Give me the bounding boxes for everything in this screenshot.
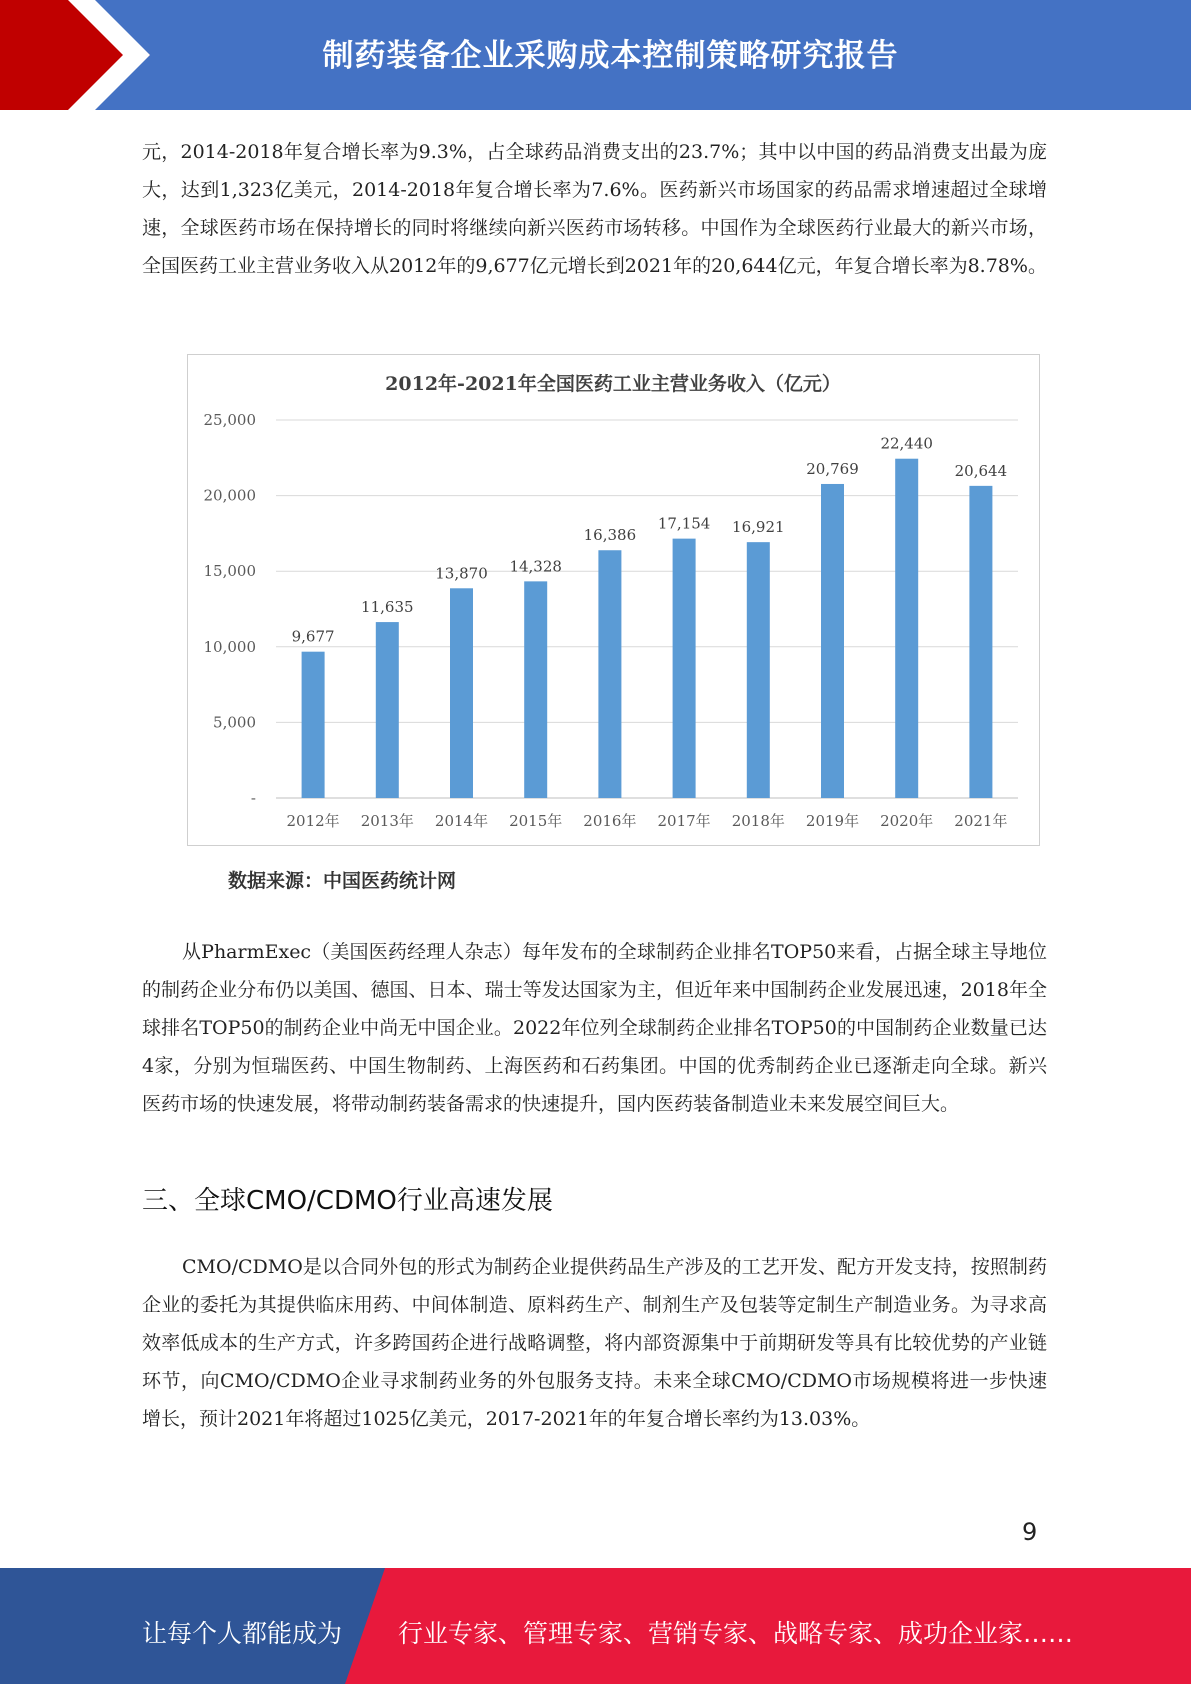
footer-slogan-left: 让每个人都能成为 (142, 1619, 343, 1648)
bar-value-label: 11,635 (361, 598, 414, 617)
bar-2018年 (747, 542, 770, 798)
bar-2021年 (969, 486, 992, 798)
x-tick-label: 2021年 (954, 812, 1008, 830)
body-paragraph-3: CMO/CDMO是以合同外包的形式为制药企业提供药品生产涉及的工艺开发、配方开发支持，按照制药企业的委托为其提供临床用药、中间体制造、原料药生产、制剂生产及包装等定制生产制造业务。为寻求高效率低成本的生产方式，许多跨国药企进行战略调整，将内部资源集中于前期研发等具有比较优势的产业链环节，向CMO/CDMO企业寻求制药业务的外包服务支持。未来全球CMO/CDMO市场规模将进一步快速增长，预计2021年将超过1025亿美元，2017-2021年的年复合增长率约为13.03%。 (142, 1256, 1047, 1430)
bar-2012年 (302, 652, 325, 798)
x-tick-label: 2015年 (509, 812, 563, 830)
report-title: 制药装备企业采购成本控制策略研究报告 (322, 38, 899, 74)
y-tick-label: - (250, 789, 256, 807)
revenue-chart (187, 354, 1040, 846)
x-tick-label: 2020年 (880, 812, 934, 830)
x-tick-label: 2019年 (805, 812, 860, 830)
bar-2014年 (450, 588, 473, 798)
x-tick-label: 2016年 (583, 812, 637, 830)
bar-value-label: 14,328 (509, 557, 562, 576)
bar-2017年 (673, 539, 696, 798)
body-paragraph-1: 元，2014-2018年复合增长率为9.3%，占全球药品消费支出的23.7%；其中以中国的药品消费支出最为庞大，达到1,323亿美元，2014-2018年复合增长率为7.6%。医药新兴市场国家的药品需求增速超过全球增速，全球医药市场在保持增长的同时将继续向新兴医药市场转移。中国作为全球医药行业最大的新兴市场，全国医药工业主营业务收入从2012年的9,677亿元增长到2021年的20,644亿元，年复合增长率为8.78%。 (142, 141, 1047, 277)
y-tick-label: 10,000 (203, 637, 256, 656)
chart-canvas (188, 355, 1039, 845)
bar-value-label: 13,870 (435, 564, 488, 583)
bar-value-label: 20,644 (954, 461, 1008, 480)
chart-source-note: 数据来源：中国医药统计网 (228, 870, 457, 892)
y-tick-label: 5,000 (213, 713, 256, 732)
chart-title: 2012年-2021年全国医药工业主营业务收入（亿元） (385, 373, 841, 395)
bar-value-label: 20,769 (806, 459, 859, 478)
header-band (0, 0, 1191, 110)
y-tick-label: 25,000 (203, 411, 256, 429)
section-heading: 三、全球CMO/CDMO行业高速发展 (142, 1186, 553, 1216)
bar-value-label: 17,154 (657, 514, 711, 533)
bar-value-label: 16,921 (732, 518, 785, 537)
page-number: 9 (1022, 1518, 1038, 1546)
bar-2016年 (598, 550, 621, 798)
bar-2020年 (895, 459, 918, 798)
x-tick-label: 2018年 (731, 812, 785, 830)
x-tick-label: 2013年 (360, 812, 414, 830)
footer-band (0, 1568, 1191, 1684)
body-paragraph-2: 从PharmExec（美国医药经理人杂志）每年发布的全球制药企业排名TOP50来看，占据全球主导地位的制药企业分布仍以美国、德国、日本、瑞士等发达国家为主，但近年来中国制药企业发展迅速，2018年全球排名TOP50的制药企业中尚无中国企业。2022年位列全球制药企业排名TOP50的中国制药企业数量已达4家，分别为恒瑞医药、中国生物制药、上海医药和石药集团。中国的优秀制药企业已逐渐走向全球。新兴医药市场的快速发展，将带动制药装备需求的快速提升，国内医药装备制造业未来发展空间巨大。 (142, 941, 1047, 1115)
bar-2015年 (524, 581, 547, 798)
bar-value-label: 16,386 (583, 526, 637, 545)
x-tick-label: 2012年 (286, 812, 340, 830)
x-tick-label: 2014年 (434, 812, 489, 830)
y-tick-label: 20,000 (203, 486, 256, 505)
bar-2019年 (821, 484, 844, 798)
bar-value-label: 9,677 (291, 627, 335, 646)
x-tick-label: 2017年 (657, 812, 711, 830)
y-tick-label: 15,000 (203, 562, 256, 581)
bar-2013年 (376, 622, 399, 798)
footer-slogan-right: 行业专家、管理专家、营销专家、战略专家、成功企业家…… (398, 1619, 1074, 1648)
bar-value-label: 22,440 (880, 434, 933, 453)
